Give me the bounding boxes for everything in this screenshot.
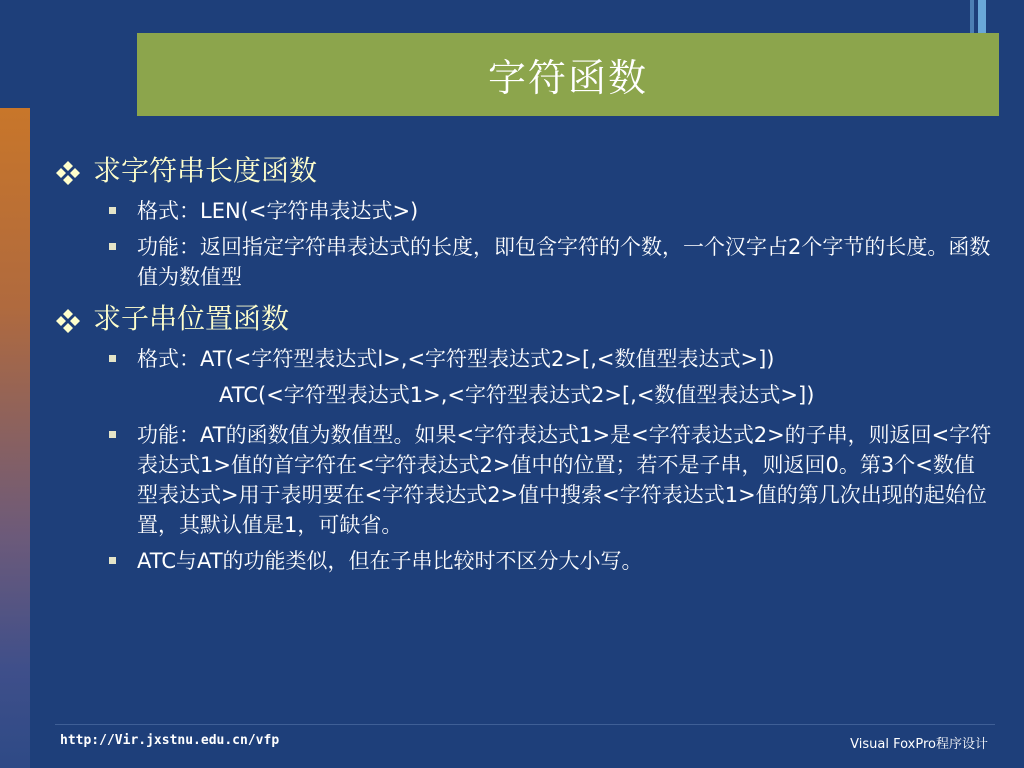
slide-content [55,150,995,582]
square-bullet-icon [109,243,116,250]
list-item-continuation: ATC(<字符型表达式1>,<字符型表达式2>[,<数值型表达式>]) [219,383,815,407]
section-heading-at [55,300,995,338]
section-heading-len [55,152,995,190]
footer-url: http://Vir.jxstnu.edu.cn/vfp [60,733,280,748]
section-heading-label: 求子串位置函数 [93,302,290,335]
list-item-text: 格式：AT(<字符型表达式l>,<字符型表达式2>[,<数值型表达式>]) [137,347,775,371]
list-item-text: 格式：LEN(<字符串表达式>) [137,199,419,223]
section-heading-label: 求字符串长度函数 [93,154,318,187]
square-bullet-icon [109,431,116,438]
list-item-text: ATC与AT的功能类似，但在子串比较时不区分大小写。 [137,549,643,573]
diamond-bullet-icon [55,308,81,334]
list-item-text: 功能：AT的函数值为数值型。如果<字符表达式1>是<字符表达式2>的子串，则返回<字符表达式1>值的首字符在<字符表达式2>值中的位置；若不是子串，则返回0。第3个<数值型表达式>用于表明要在<字符表达式2>值中搜索<字符表达式1>值的第几次出现的起始位置，其默认值是1，可缺省。 [137,423,992,537]
diamond-bullet-icon [55,160,81,186]
list-item [55,232,995,292]
square-bullet-icon [109,557,116,564]
list-item-text: 功能：返回指定字符串表达式的长度，即包含字符的个数，一个汉字占2个字节的长度。函数值为数值型 [137,235,991,289]
list-item [55,420,995,540]
list-item [55,546,995,576]
square-bullet-icon [109,207,116,214]
footer-course-title: Visual FoxPro程序设计 [850,737,988,752]
slide-title: 字符函数 [487,56,648,100]
title-banner [137,33,999,116]
list-item [55,344,995,374]
list-item [55,196,995,226]
footer-divider [55,724,995,725]
square-bullet-icon [109,355,116,362]
left-decor-bar [0,108,30,768]
